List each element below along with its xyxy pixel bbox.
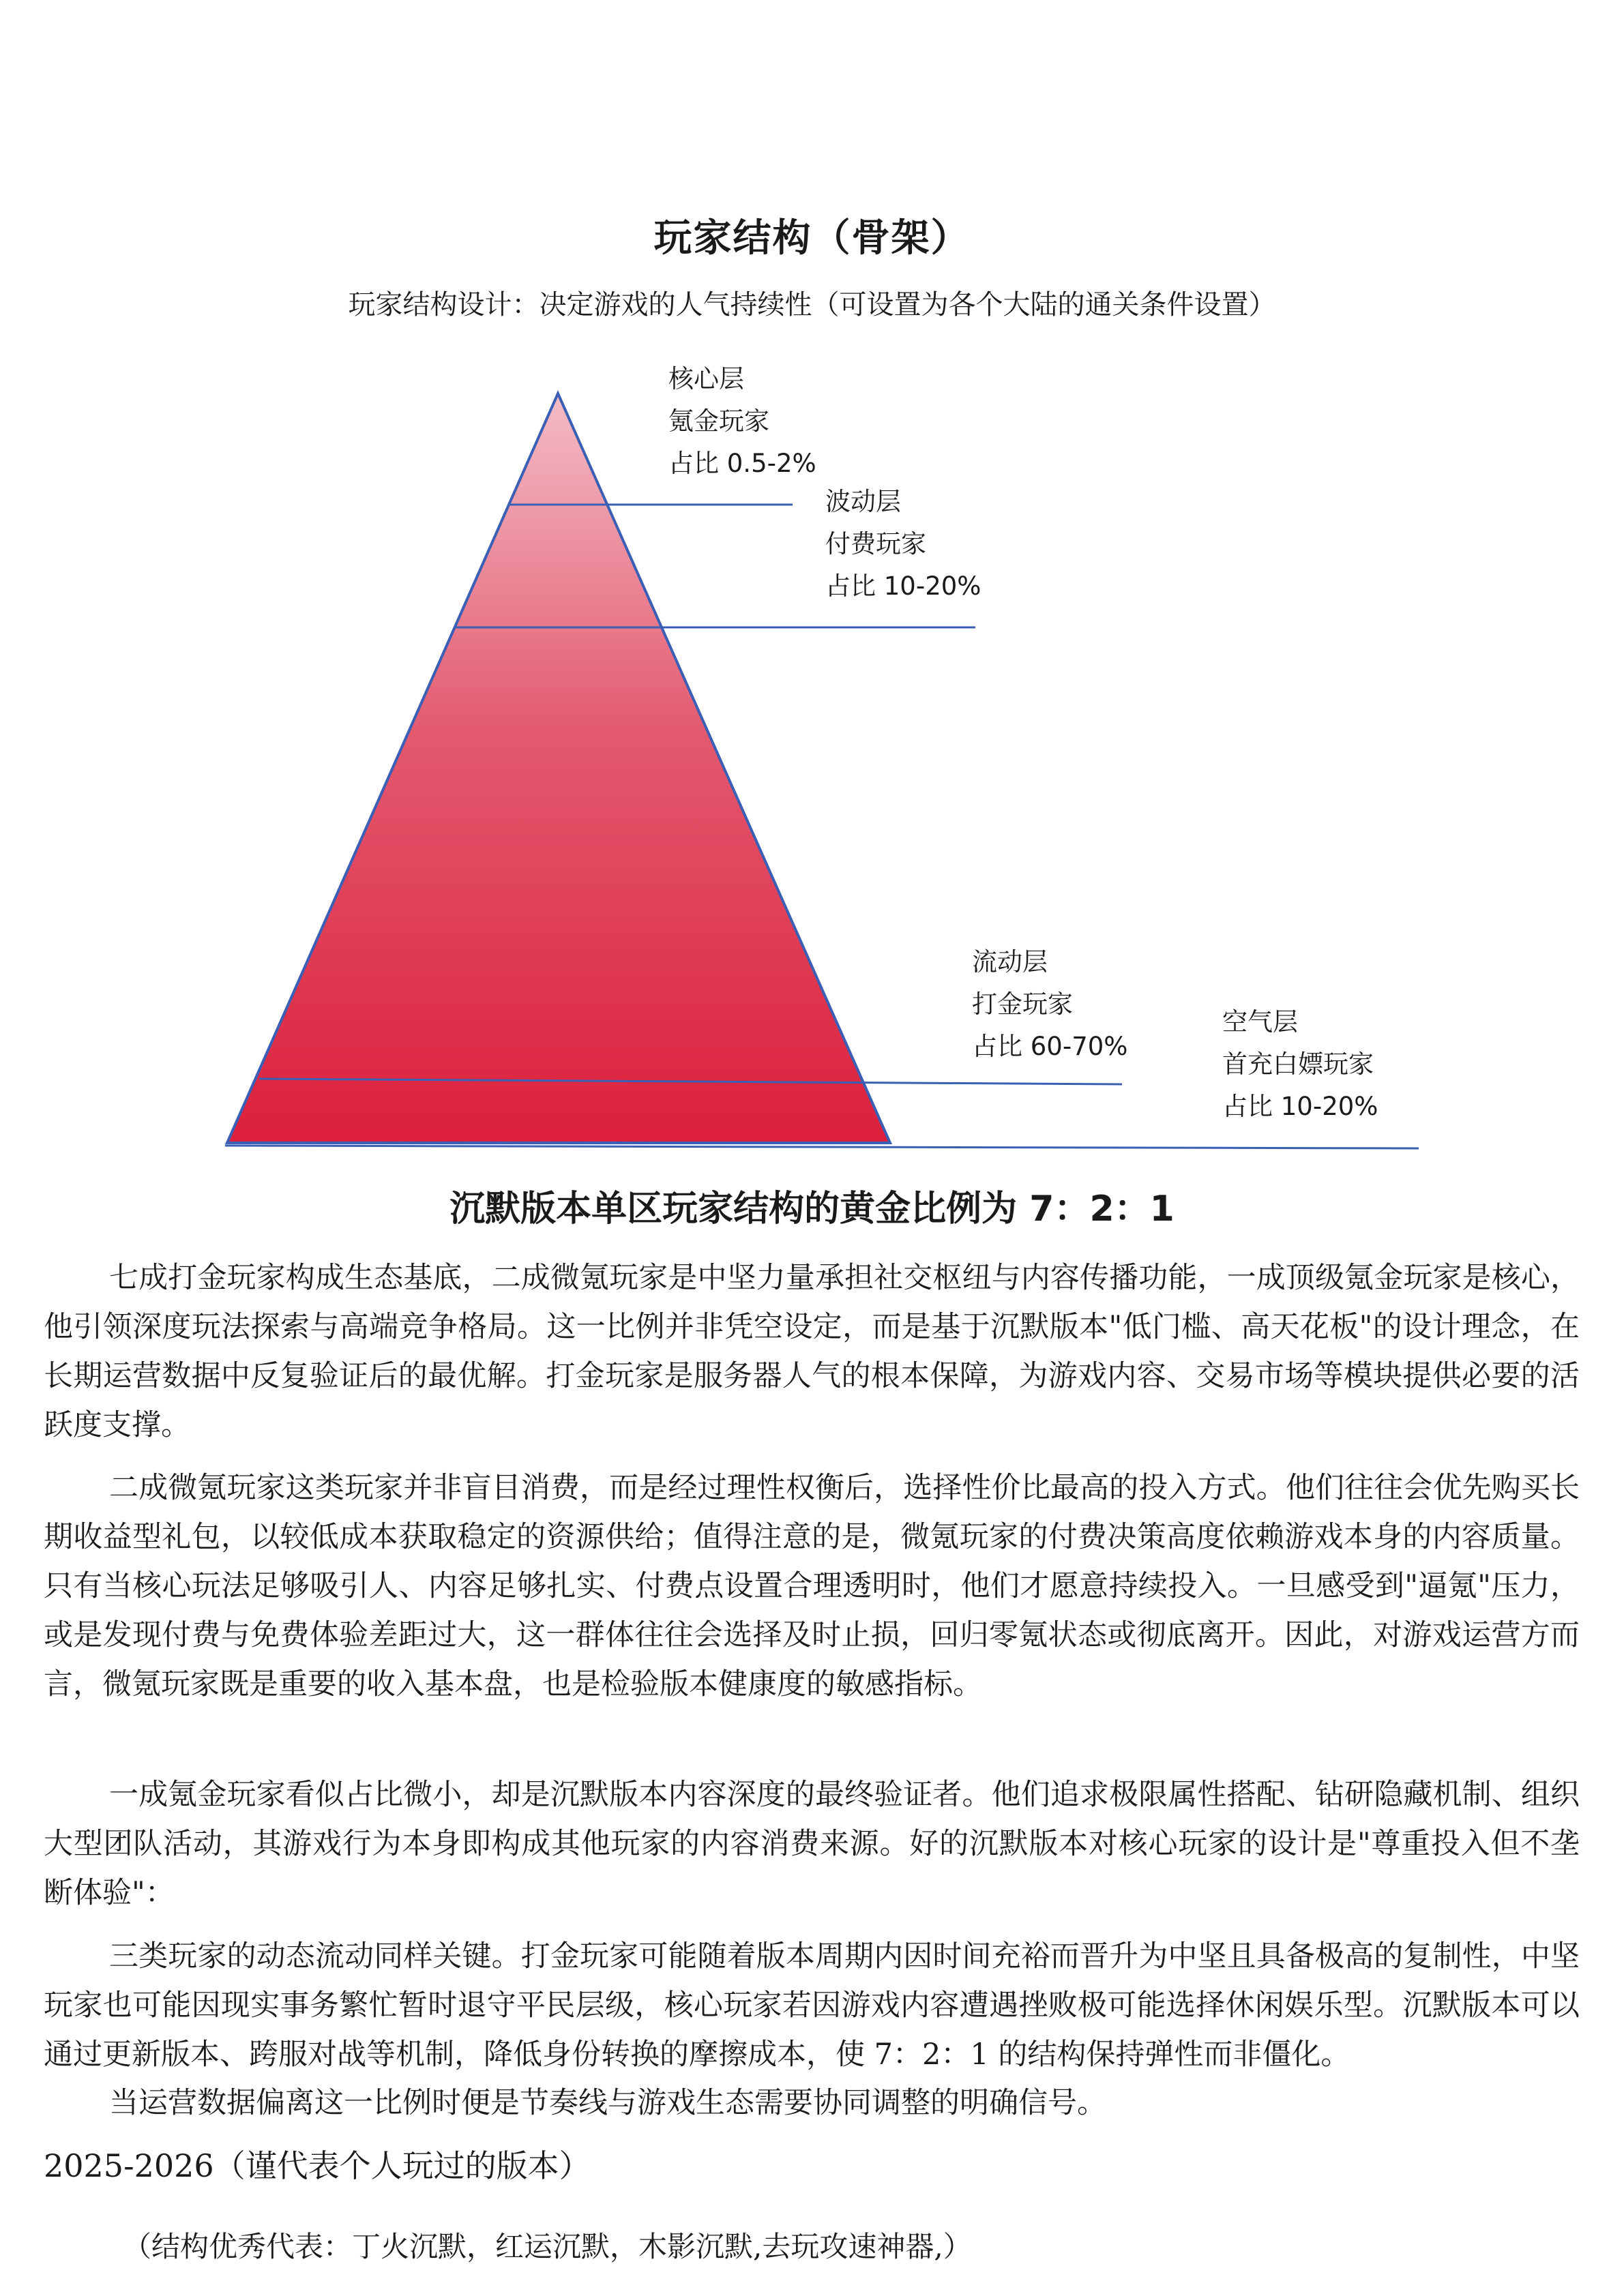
paragraph-text: 三类玩家的动态流动同样关键。打金玩家可能随着版本周期内因时间充裕而晋升为中坚且具备极高的复制性，中坚玩家也可能因现实事务繁忙暂时退守平民层级，核心玩家若因游戏内容遭遇挫败极可能选择休闲娱乐型。沉默版本可以通过更新版本、跨服对战等机制，降低身份转换的摩擦成本，使 7：2：1 的结构保持弹性而非僵化。 — [44, 1939, 1580, 2072]
air-layer-baseline — [225, 1146, 1419, 1148]
paragraph-2 — [44, 1463, 1580, 1709]
flow-layer-desc: 打金玩家 — [972, 989, 1073, 1019]
air-layer-name: 空气层 — [1222, 1007, 1298, 1037]
pyramid-shape — [227, 393, 890, 1143]
wave-layer-desc: 付费玩家 — [825, 529, 926, 558]
core-layer-ratio: 占比 0.5-2% — [668, 449, 816, 478]
paragraph-text: 一成氪金玩家看似占比微小，却是沉默版本内容深度的最终验证者。他们追求极限属性搭配、钻研隐藏机制、组织大型团队活动，其游戏行为本身即构成其他玩家的内容消费来源。好的沉默版本对核心玩家的设计是"尊重投入但不垄断体验"： — [44, 1778, 1580, 1910]
wave-layer-label — [825, 481, 981, 608]
page-subtitle: 玩家结构设计：决定游戏的人气持续性（可设置为各个大陆的通关条件设置） — [348, 289, 1276, 320]
paragraph-4 — [44, 1932, 1580, 2079]
flow-layer-name: 流动层 — [972, 947, 1048, 976]
flow-layer-ratio: 占比 60-70% — [972, 1032, 1128, 1061]
paragraph-1 — [44, 1253, 1580, 1450]
golden-ratio-heading: 沉默版本单区玩家结构的黄金比例为 7：2：1 — [449, 1189, 1175, 1229]
wave-layer-name: 波动层 — [825, 487, 901, 516]
flow-layer-label — [972, 941, 1127, 1068]
paragraph-text: 当运营数据偏离这一比例时便是节奏线与游戏生态需要协同调整的明确信号。 — [109, 2086, 1106, 2120]
core-layer-name: 核心层 — [668, 364, 744, 393]
paragraph-5 — [44, 2078, 1580, 2128]
air-layer-ratio: 占比 10-20% — [1222, 1092, 1378, 1121]
core-layer-desc: 氪金玩家 — [668, 406, 769, 436]
wave-layer-ratio: 占比 10-20% — [825, 571, 981, 601]
air-layer-desc: 首充白嫖玩家 — [1222, 1049, 1374, 1079]
paragraph-text: 二成微氪玩家这类玩家并非盲目消费，而是经过理性权衡后，选择性价比最高的投入方式。他们往往会优先购买长期收益型礼包，以较低成本获取稳定的资源供给；值得注意的是，微氪玩家的付费决策高度依赖游戏本身的内容质量。只有当核心玩法足够吸引人、内容足够扎实、付费点设置合理透明时，他们才愿意持续投入。一旦感受到"逼氪"压力，或是发现付费与免费体验差距过大，这一群体往往会选择及时止损，回归零氪状态或彻底离开。因此，对游戏运营方而言，微氪玩家既是重要的收入基本盘，也是检验版本健康度的敏感指标。 — [44, 1471, 1580, 1701]
core-layer-label — [668, 358, 816, 485]
excellent-examples-line: （结构优秀代表：丁火沉默，红运沉默，木影沉默,去玩攻速神器,） — [123, 2230, 972, 2263]
paragraph-3 — [44, 1770, 1580, 1918]
page-title: 玩家结构（骨架） — [653, 216, 971, 260]
air-layer-label — [1222, 1001, 1378, 1128]
paragraph-text: 七成打金玩家构成生态基底，二成微氪玩家是中坚力量承担社交枢纽与内容传播功能，一成顶级氪金玩家是核心，他引领深度玩法探索与高端竞争格局。这一比例并非凭空设定，而是基于沉默版本"低门槛、高天花板"的设计理念，在长期运营数据中反复验证后的最优解。打金玩家是服务器人气的根本保障，为游戏内容、交易市场等模块提供必要的活跃度支撑。 — [44, 1261, 1580, 1442]
versions-years-line: 2025-2026（谨代表个人玩过的版本） — [44, 2147, 591, 2184]
